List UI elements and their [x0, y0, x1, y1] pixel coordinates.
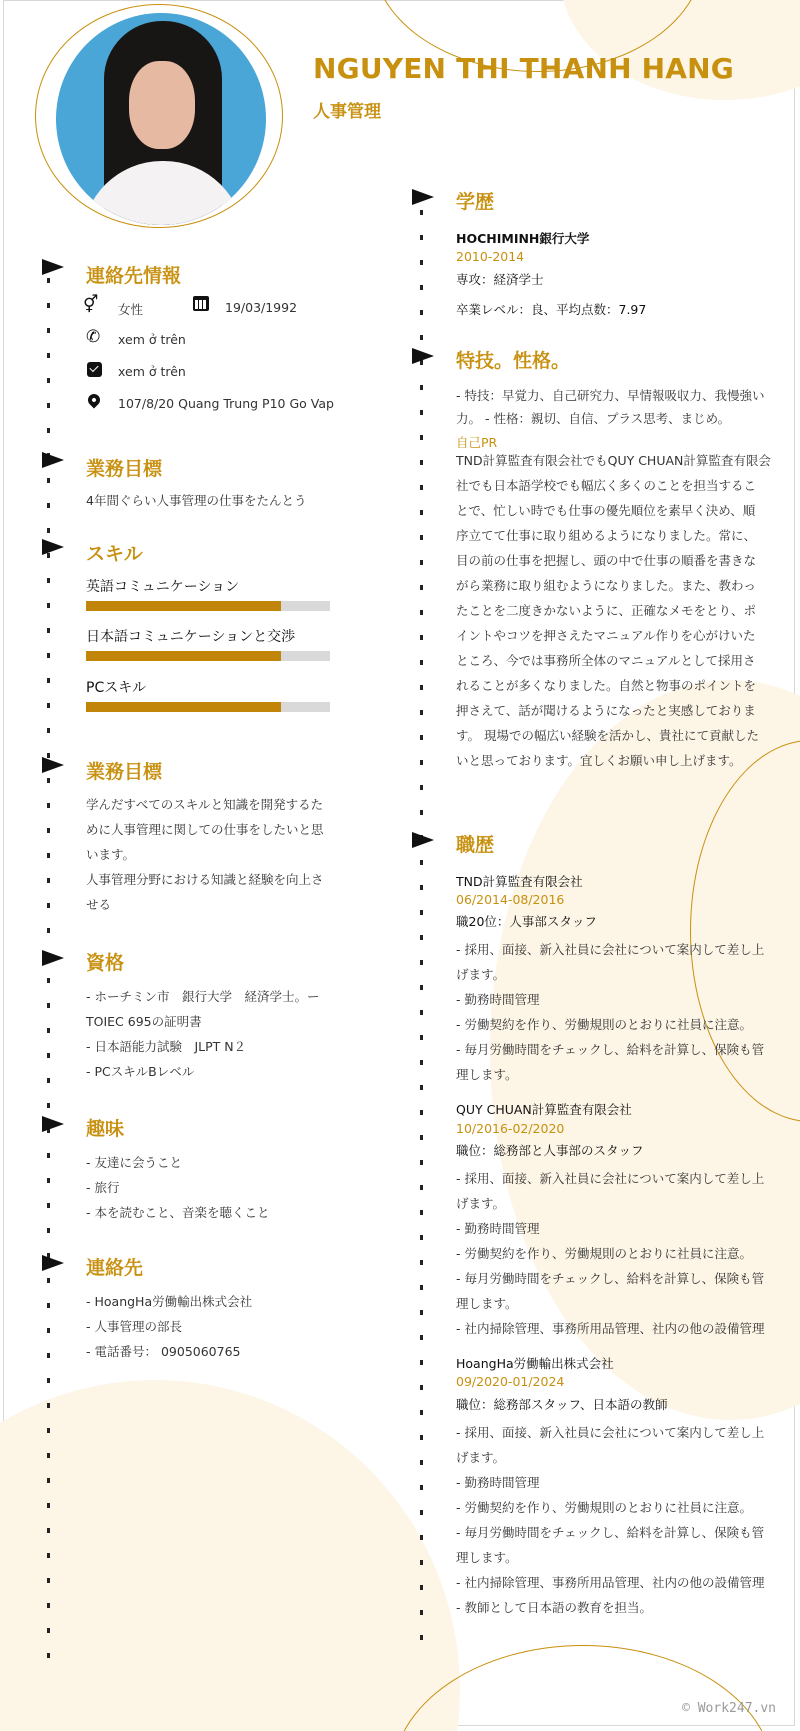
- education-period: 2010-2014: [456, 249, 525, 264]
- job-position: 職位：総務部と人事部のスタッフ: [456, 1143, 644, 1158]
- reference-list: - HoangHa労働輸出株式会社 - 人事管理の部長 - 電話番号： 0905060765: [86, 1294, 253, 1359]
- job-company: QUY CHUAN計算監査有限会社: [456, 1102, 632, 1117]
- skill-bar: [86, 601, 330, 611]
- pr-label: 自己PR: [456, 435, 498, 450]
- education-heading: 学歴: [456, 191, 495, 213]
- certs-heading: 資格: [86, 952, 125, 974]
- arrow-icon: [412, 189, 434, 205]
- arrow-icon: [412, 832, 434, 848]
- footer-credit: © Work247.vn: [682, 1701, 776, 1716]
- skill-bar: [86, 702, 330, 712]
- arrow-icon: [42, 259, 64, 275]
- objective2-heading: 業務目標: [86, 761, 163, 783]
- calendar-icon: [193, 296, 209, 311]
- arrow-icon: [412, 348, 434, 364]
- job-duties: - 採用、面接、新入社員に会社について案内して差し上 げます。 - 勤務時間管理 - 労働契約を作り、労働規則のとおりに社員に注意。 - 毎月労働時間をチェックし、給料を計算し、保険も管 理します。 - 社内掃除管理、事務所用品管理、社内の他の設備管理 - 教師として日本語の教育を担当。: [456, 1425, 765, 1615]
- experience-heading: 職歴: [456, 834, 495, 856]
- certs-list: - ホーチミン市 銀行大学 経済学士。ー TOIEC 695の証明書 - 日本語能力試験 JLPT N２ - PCスキルBレベル: [86, 989, 320, 1079]
- arrow-icon: [42, 539, 64, 555]
- objective-text: 4年間ぐらい人事管理の仕事をたんとう: [86, 493, 307, 508]
- arrow-icon: [42, 1116, 64, 1132]
- phone-value: xem ở trên: [118, 332, 186, 347]
- traits-heading: 特技。性格。: [456, 350, 571, 372]
- gender-icon: ⚥: [83, 295, 99, 315]
- pr-text: TND計算監査有限会社でもQUY CHUAN計算監査有限会 社でも日本語学校でも幅広く多くのことを担当するこ とで、忙しい時でも仕事の優先順位を素早く決め、順 序立てて仕事に取り組めるようになりました。常に、 目の前の仕事を把握し、頭の中で仕事の順番を書きな がら業務に取り組むようになりました。また、教わっ たことを二度きかないように、正確なメモをとり、ポ イントやコツを押さえたマニュアル作りを心がけいた ところ、今では事務所全体のマニュアルとして採用さ れることが多くなりました。自然と物事のポイントを 押さえて、話が聞けるようになったと実感しておりま す。 現場での幅広い経験を活かし、貴社にて貢献した いと思っております。宜しくお願い申し上げます。: [456, 453, 771, 768]
- objective2-text: 学んだすべてのスキルと知識を開発するた めに人事管理に関しての仕事をしたいと思 います。 人事管理分野における知識と経験を向上さ せる: [86, 797, 324, 912]
- education-grade: 卒業レベル：良、平均点数：7.97: [456, 302, 647, 317]
- objective-heading: 業務目標: [86, 458, 163, 480]
- education-major: 専攻：経済学士: [456, 272, 544, 287]
- hobbies-list: - 友達に会うこと - 旅行 - 本を読むこと、音楽を聴くこと: [86, 1155, 270, 1220]
- mail-icon: [87, 362, 102, 377]
- profile-photo: [56, 13, 266, 225]
- job-period: 09/2020-01/2024: [456, 1374, 565, 1389]
- skills-heading: スキル: [86, 543, 143, 565]
- birthday-value: 19/03/1992: [225, 300, 298, 315]
- skill-label: 英語コミュニケーション: [86, 579, 240, 595]
- arrow-icon: [42, 452, 64, 468]
- job-company: TND計算監査有限会社: [456, 874, 583, 889]
- email-value: xem ở trên: [118, 364, 186, 379]
- right-timeline: [420, 210, 423, 1660]
- traits-text: - 特技：早覚力、自己研究力、早情報吸収力、我慢強い 力。 - 性格：親切、自信、プラス思考、まじめ。: [456, 388, 765, 426]
- job-period: 10/2016-02/2020: [456, 1121, 565, 1136]
- arrow-icon: [42, 1255, 64, 1271]
- skill-label: PCスキル: [86, 680, 147, 696]
- arrow-icon: [42, 950, 64, 966]
- skill-label: 日本語コミュニケーションと交渉: [86, 629, 296, 645]
- gender-value: 女性: [118, 302, 144, 317]
- arrow-icon: [42, 757, 64, 773]
- address-value: 107/8/20 Quang Trung P10 Go Vap: [118, 396, 334, 411]
- job-position: 職20位：人事部スタッフ: [456, 914, 597, 929]
- job-company: HoangHa労働輸出株式会社: [456, 1356, 614, 1371]
- profile-photo-frame: [35, 4, 283, 228]
- reference-heading: 連絡先: [86, 1257, 144, 1279]
- job-title: 人事管理: [313, 102, 381, 122]
- contact-heading: 連絡先情報: [86, 265, 182, 287]
- hobbies-heading: 趣味: [86, 1118, 125, 1140]
- job-position: 職位：総務部スタッフ、日本語の教師: [456, 1397, 668, 1412]
- left-timeline: [47, 278, 50, 1678]
- phone-icon: ✆: [86, 327, 101, 347]
- job-duties: - 採用、面接、新入社員に会社について案内して差し上 げます。 - 勤務時間管理 - 労働契約を作り、労働規則のとおりに社員に注意。 - 毎月労働時間をチェックし、給料を計算し、保険も管 理します。: [456, 942, 765, 1082]
- education-school: HOCHIMINH銀行大学: [456, 231, 590, 246]
- candidate-name: NGUYEN THI THANH HANG: [313, 52, 734, 85]
- job-duties: - 採用、面接、新入社員に会社について案内して差し上 げます。 - 勤務時間管理 - 労働契約を作り、労働規則のとおりに社員に注意。 - 毎月労働時間をチェックし、給料を計算し、保険も管 理します。 - 社内掃除管理、事務所用品管理、社内の他の設備管理: [456, 1171, 765, 1336]
- skill-bar: [86, 651, 330, 661]
- job-period: 06/2014-08/2016: [456, 892, 565, 907]
